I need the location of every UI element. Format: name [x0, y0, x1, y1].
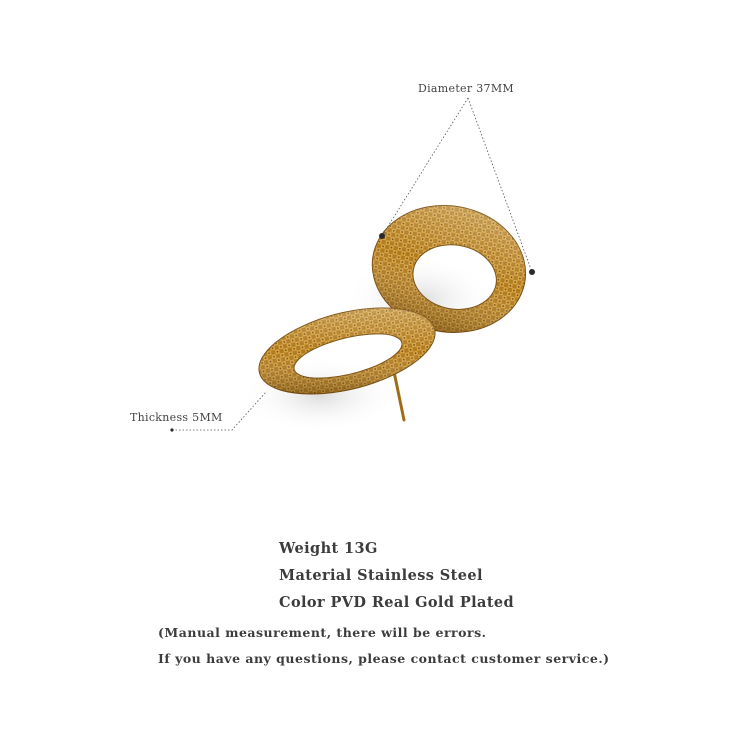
diameter-callout: Diameter 37MM: [418, 82, 514, 95]
spec-weight: Weight 13G: [279, 540, 378, 557]
thickness-callout: Thickness 5MM: [130, 411, 223, 424]
spec-material: Material Stainless Steel: [279, 567, 483, 584]
spec-color: Color PVD Real Gold Plated: [279, 594, 515, 611]
earring-front: [259, 308, 435, 394]
measurement-note: (Manual measurement, there will be errors.: [158, 625, 487, 640]
diameter-point-right: [529, 269, 535, 275]
diameter-point-left: [379, 233, 385, 239]
thickness-point: [170, 428, 173, 431]
contact-note: If you have any questions, please contact customer service.): [158, 651, 610, 666]
